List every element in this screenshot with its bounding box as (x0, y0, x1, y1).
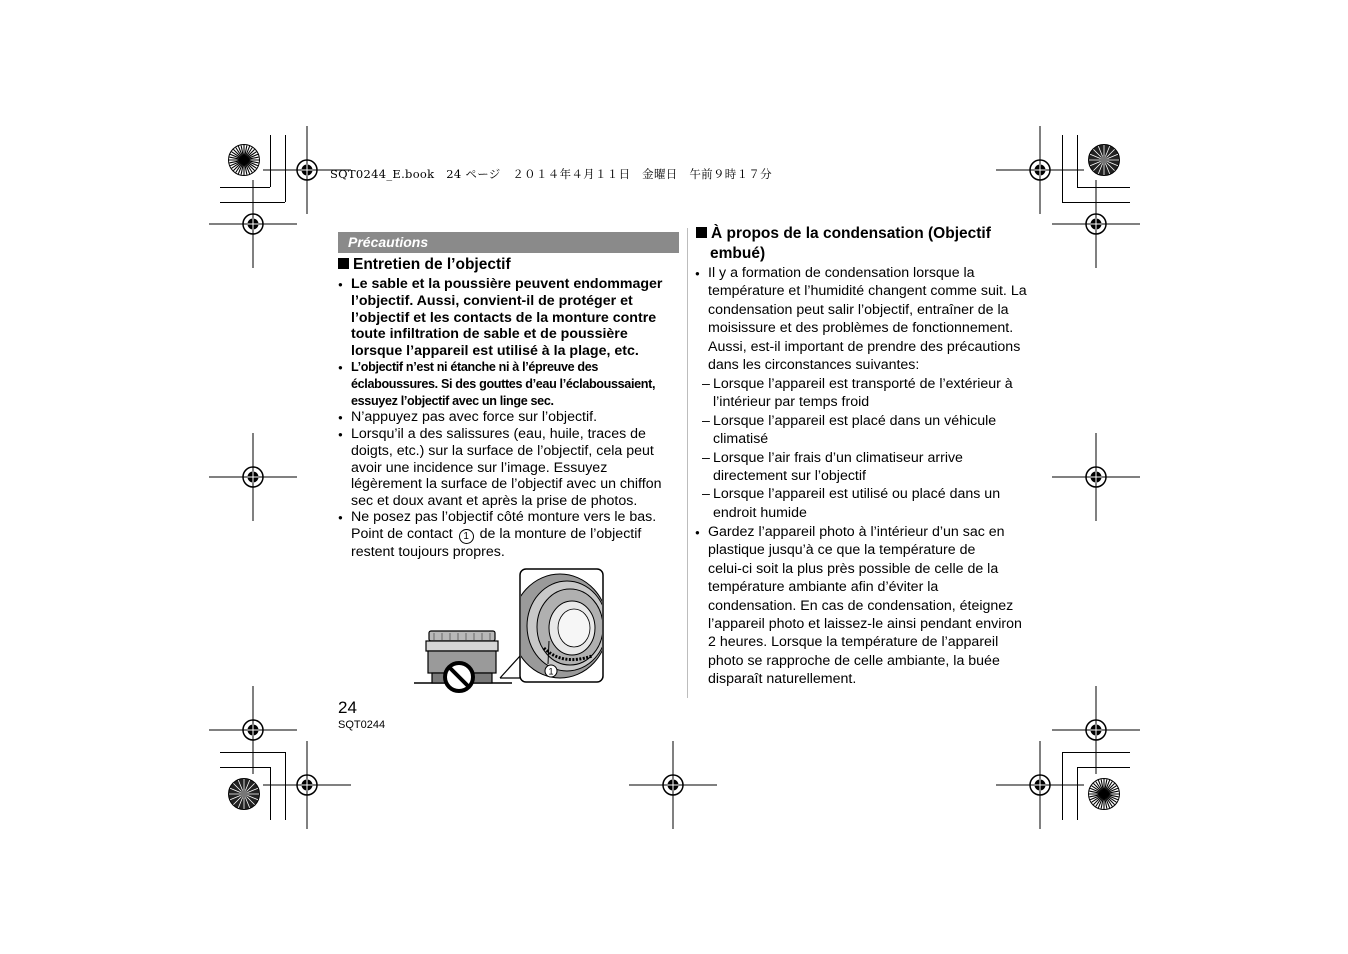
intro-line: température et l’humidité changent comme suit. La (708, 283, 1027, 300)
final-line: photo se rapproche de celle ambiante, la buée (708, 652, 1000, 669)
square-bullet-icon (696, 227, 707, 238)
dash-line: Lorsque l’appareil est utilisé ou placé dans un (713, 486, 1001, 503)
dash-item: – Lorsque l’air frais d’un climatiseur arrive directement sur l’objectif (713, 449, 1043, 486)
dash-line: Lorsque l’air frais d’un climatiseur arrive (713, 449, 963, 466)
final-line: ● Gardez l’appareil photo à l’intérieur d’un sac en (708, 523, 1043, 541)
registration-mark-icon (1052, 180, 1140, 268)
bold-line: l’objectif. Aussi, convient-il de protéger et (351, 292, 633, 309)
dash-line: l’intérieur par temps froid (713, 394, 870, 411)
page-code: SQT0244 (338, 719, 386, 731)
intro-line: ● Il y a formation de condensation lorsque la (708, 264, 1043, 282)
rosette-mark-icon (227, 143, 261, 177)
intro-line: Aussi, est-il important de prendre des précautions (708, 338, 1021, 355)
bullet-line: restent toujours propres. (351, 543, 505, 560)
bullet-line: Point de contact (351, 525, 453, 542)
final-line: disparaît naturellement. (708, 671, 857, 688)
square-bullet-icon (338, 258, 349, 269)
dash-item: – Lorsque l’appareil est transporté de l’extérieur à l’intérieur par temps froid (713, 375, 1043, 412)
print-header: SQT0244_E.book 24 ページ ２０１４年４月１１日 金曜日 午前９時１７分 (330, 167, 772, 181)
bullet-line: sec et doux avant et après la prise de photos. (351, 493, 638, 510)
final-line: condensation. En cas de condensation, éteignez (708, 597, 1014, 614)
figure-marker-label: 1 (548, 666, 554, 677)
dash-item: – Lorsque l’appareil est utilisé ou placé dans un endroit humide (713, 485, 1043, 522)
intro-line: moisissure et des problèmes de fonctionnement. (708, 320, 1014, 337)
right-intro (708, 264, 1043, 374)
left-bullet-5 (351, 509, 691, 561)
cond-line: éclaboussures. Si des gouttes d’eau l’éclaboussaient, (351, 376, 656, 391)
dash-line: Lorsque l’appareil est transporté de l’extérieur à (713, 376, 1013, 392)
section-title: Précautions (348, 234, 429, 250)
dash-line: directement sur l’objectif (713, 468, 866, 485)
bullet-line: de la monture de l’objectif (479, 525, 642, 542)
right-final (708, 523, 1043, 689)
right-heading (696, 224, 1036, 264)
bullet-line: avoir une incidence sur l’image. Essuyez (351, 459, 608, 476)
bold-line: l’objectif et les contacts de la monture contre (351, 309, 657, 326)
rosette-mark-icon (1087, 777, 1121, 811)
registration-mark-icon (1052, 433, 1140, 521)
left-bullet-2 (351, 359, 691, 409)
left-bullet-3 (351, 409, 686, 426)
rosette-mark-icon (1087, 143, 1121, 177)
left-heading (338, 255, 511, 275)
bullet-line: doigts, etc.) sur la surface de l’objectif, cela peut (351, 442, 654, 459)
bullet-line: ● N’appuyez pas avec force sur l’objectif. (351, 409, 686, 426)
right-heading-line2: embué) (710, 245, 766, 262)
dash-line: endroit humide (713, 504, 807, 521)
cond-line: essuyez l’objectif avec un linge sec. (351, 393, 554, 408)
registration-mark-icon (996, 741, 1084, 829)
left-bullet-1 (351, 276, 686, 360)
final-line: température ambiante afin d’éviter la (708, 579, 939, 596)
registration-mark-icon (209, 433, 297, 521)
left-bullet-4 (351, 426, 691, 510)
registration-mark-icon (629, 741, 717, 829)
rosette-mark-icon (227, 777, 261, 811)
column-divider (687, 228, 688, 698)
dash-line: Lorsque l’appareil est placé dans un véhicule (713, 412, 997, 429)
section-title-bar (338, 232, 679, 253)
bullet-line: ● Lorsqu’il a des salissures (eau, huile, traces de (351, 426, 691, 443)
page-number: 24 (338, 698, 357, 717)
dash-line: climatisé (713, 431, 769, 448)
bold-line: toute infiltration de sable et de poussière (351, 326, 628, 343)
final-line: celui-ci soit la plus près possible de celle de la (708, 560, 999, 577)
contact-marker: 1 (459, 529, 474, 544)
registration-mark-icon (209, 180, 297, 268)
final-line: 2 heures. Lorsque la température de l’appareil (708, 634, 999, 651)
bold-line: ● Le sable et la poussière peuvent endommager (351, 276, 686, 293)
cond-line: ● L’objectif n’est ni étanche ni à l’épreuve des (351, 359, 691, 376)
registration-mark-icon (263, 741, 351, 829)
final-line: l’appareil photo et laissez-le ainsi pendant environ (708, 616, 1022, 633)
bullet-line: ● Ne posez pas l’objectif côté monture vers le bas. (351, 509, 691, 526)
intro-line: dans les circonstances suivantes: (708, 357, 920, 374)
intro-line: condensation peut salir l’objectif, entraîner de la (708, 301, 1009, 318)
right-heading-line1: À propos de la condensation (Objectif (711, 225, 991, 242)
dash-item: – Lorsque l’appareil est placé dans un véhicule climatisé (713, 412, 1043, 449)
lens-illustration (412, 566, 608, 696)
right-dash-list (702, 375, 1043, 522)
left-heading-text: Entretien de l’objectif (353, 256, 511, 273)
final-line: plastique jusqu’à ce que la température de (708, 542, 976, 559)
bullet-line: légèrement la surface de l’objectif avec un chiffon (351, 476, 662, 493)
bold-line: lorsque l’appareil est utilisé à la plage, etc. (351, 343, 639, 360)
